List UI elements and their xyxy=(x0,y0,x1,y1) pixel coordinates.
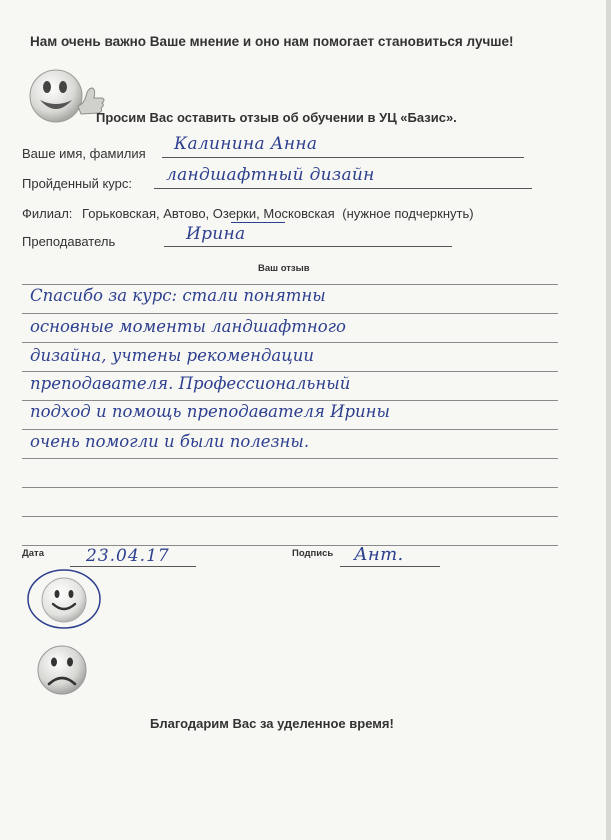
branch-hint: (нужное подчеркнуть) xyxy=(342,206,474,221)
teacher-value[interactable]: Ирина xyxy=(186,224,246,244)
review-text-line[interactable]: очень помогли и были полезны. xyxy=(30,432,310,451)
branch-options[interactable]: Горьковская, Автово, Озерки, Московская xyxy=(82,206,335,221)
branch-selected-underline xyxy=(231,222,285,223)
sad-smiley-icon[interactable] xyxy=(32,642,92,698)
review-text-line[interactable]: преподавателя. Профессиональный xyxy=(30,374,351,393)
review-text-line[interactable]: Спасибо за курс: стали понятны xyxy=(30,286,326,305)
review-rule xyxy=(22,458,558,459)
branch-row xyxy=(22,206,474,221)
name-underline xyxy=(162,157,524,158)
review-text-line[interactable]: дизайна, учтены рекомендации xyxy=(30,346,315,365)
review-label: Ваш отзыв xyxy=(258,263,310,274)
review-text-line[interactable]: подход и помощь преподавателя Ирины xyxy=(30,402,390,421)
signature-underline xyxy=(340,566,440,567)
review-rule xyxy=(22,487,558,488)
review-rule xyxy=(22,400,558,401)
name-label: Ваше имя, фамилия xyxy=(22,146,146,161)
review-rule xyxy=(22,342,558,343)
branch-label: Филиал: xyxy=(22,206,73,221)
teacher-label: Преподаватель xyxy=(22,234,116,249)
review-rule xyxy=(22,284,558,285)
footer-thanks: Благодарим Вас за уделенное время! xyxy=(150,716,394,731)
review-rule xyxy=(22,516,558,517)
course-underline xyxy=(154,188,532,189)
header-title: Нам очень важно Ваше мнение и оно нам помогает становиться лучше! xyxy=(30,34,514,49)
intro-title: Просим Вас оставить отзыв об обучении в УЦ «Базис». xyxy=(96,110,457,125)
review-rule xyxy=(22,313,558,314)
signature-value[interactable]: Ант. xyxy=(354,544,404,565)
review-rule xyxy=(22,371,558,372)
happy-smiley-thumbs-up-icon xyxy=(26,62,106,128)
date-label: Дата xyxy=(22,548,44,559)
course-value[interactable]: ландшафтный дизайн xyxy=(166,165,375,185)
course-label: Пройденный курс: xyxy=(22,176,132,191)
review-rule xyxy=(22,429,558,430)
scan-edge xyxy=(606,0,611,840)
signature-label: Подпись xyxy=(292,548,334,559)
happy-smiley-icon[interactable] xyxy=(22,566,106,632)
review-text-line[interactable]: основные моменты ландшафтного xyxy=(30,317,346,336)
name-value[interactable]: Калинина Анна xyxy=(174,134,318,154)
date-value[interactable]: 23.04.17 xyxy=(86,546,170,566)
teacher-underline xyxy=(164,246,452,247)
